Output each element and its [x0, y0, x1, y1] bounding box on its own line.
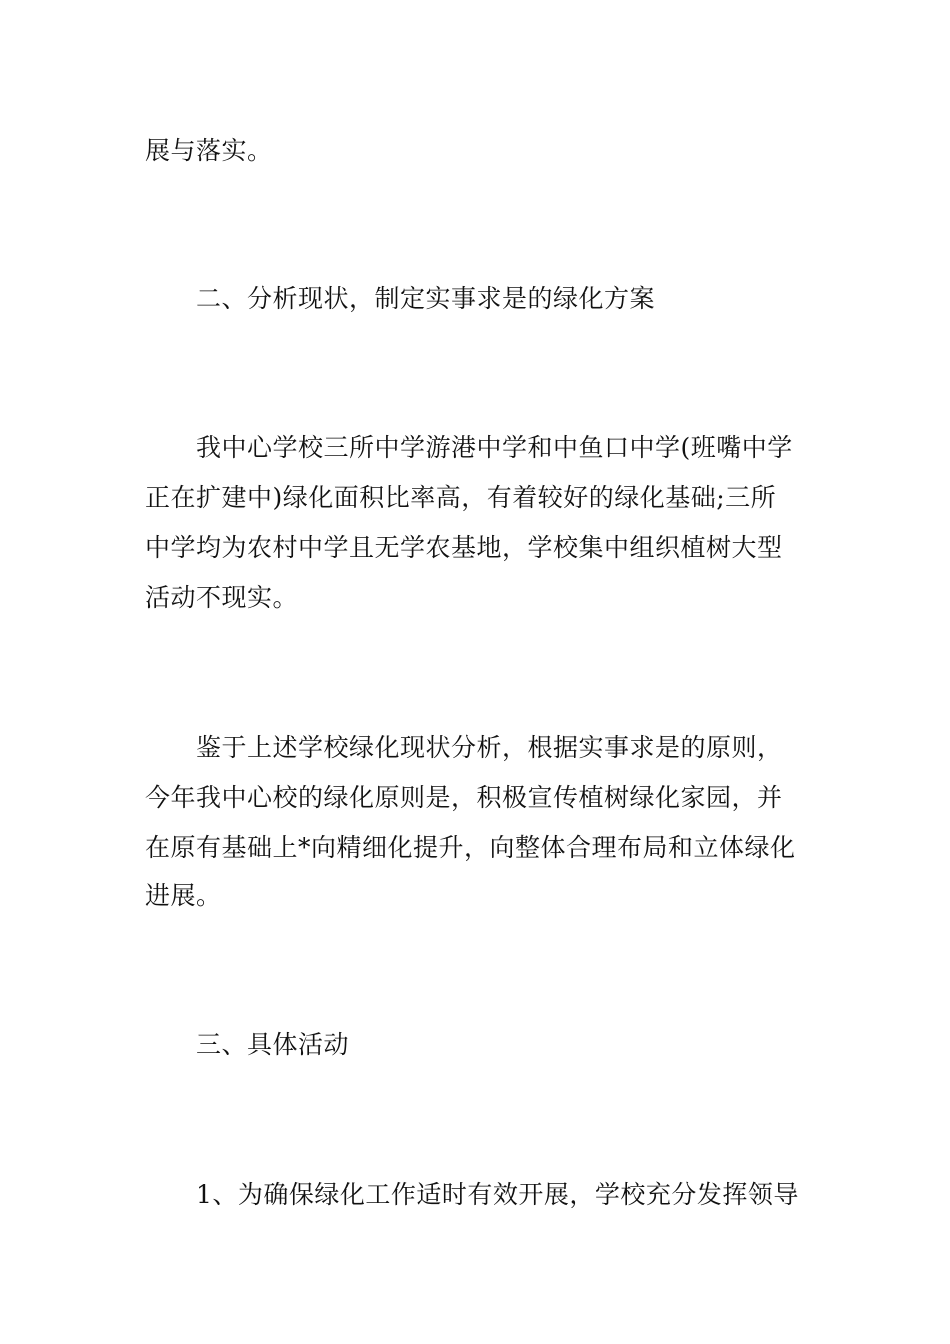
paragraph-1-line-2: 正在扩建中)绿化面积比率高，有着较好的绿化基础;三所	[145, 483, 777, 512]
paragraph-1-line-3: 中学均为农村中学且无学农基地，学校集中组织植树大型	[145, 533, 783, 562]
paragraph-continuation-line: 展与落实。	[145, 136, 273, 165]
section-heading-2: 二、分析现状，制定实事求是的绿化方案	[196, 284, 656, 313]
paragraph-3-line-1: 1、为确保绿化工作适时有效开展，学校充分发挥领导	[196, 1180, 799, 1209]
paragraph-2-line-1: 鉴于上述学校绿化现状分析，根据实事求是的原则，	[196, 733, 783, 762]
paragraph-1-line-1: 我中心学校三所中学游港中学和中鱼口中学(班嘴中学	[196, 433, 793, 462]
paragraph-2-line-2: 今年我中心校的绿化原则是，积极宣传植树绿化家园，并	[145, 783, 783, 812]
paragraph-1-line-4: 活动不现实。	[145, 583, 299, 612]
paragraph-2-line-3: 在原有基础上*向精细化提升，向整体合理布局和立体绿化	[145, 833, 796, 862]
paragraph-2-line-4: 进展。	[145, 881, 222, 910]
section-heading-3: 三、具体活动	[196, 1030, 350, 1059]
